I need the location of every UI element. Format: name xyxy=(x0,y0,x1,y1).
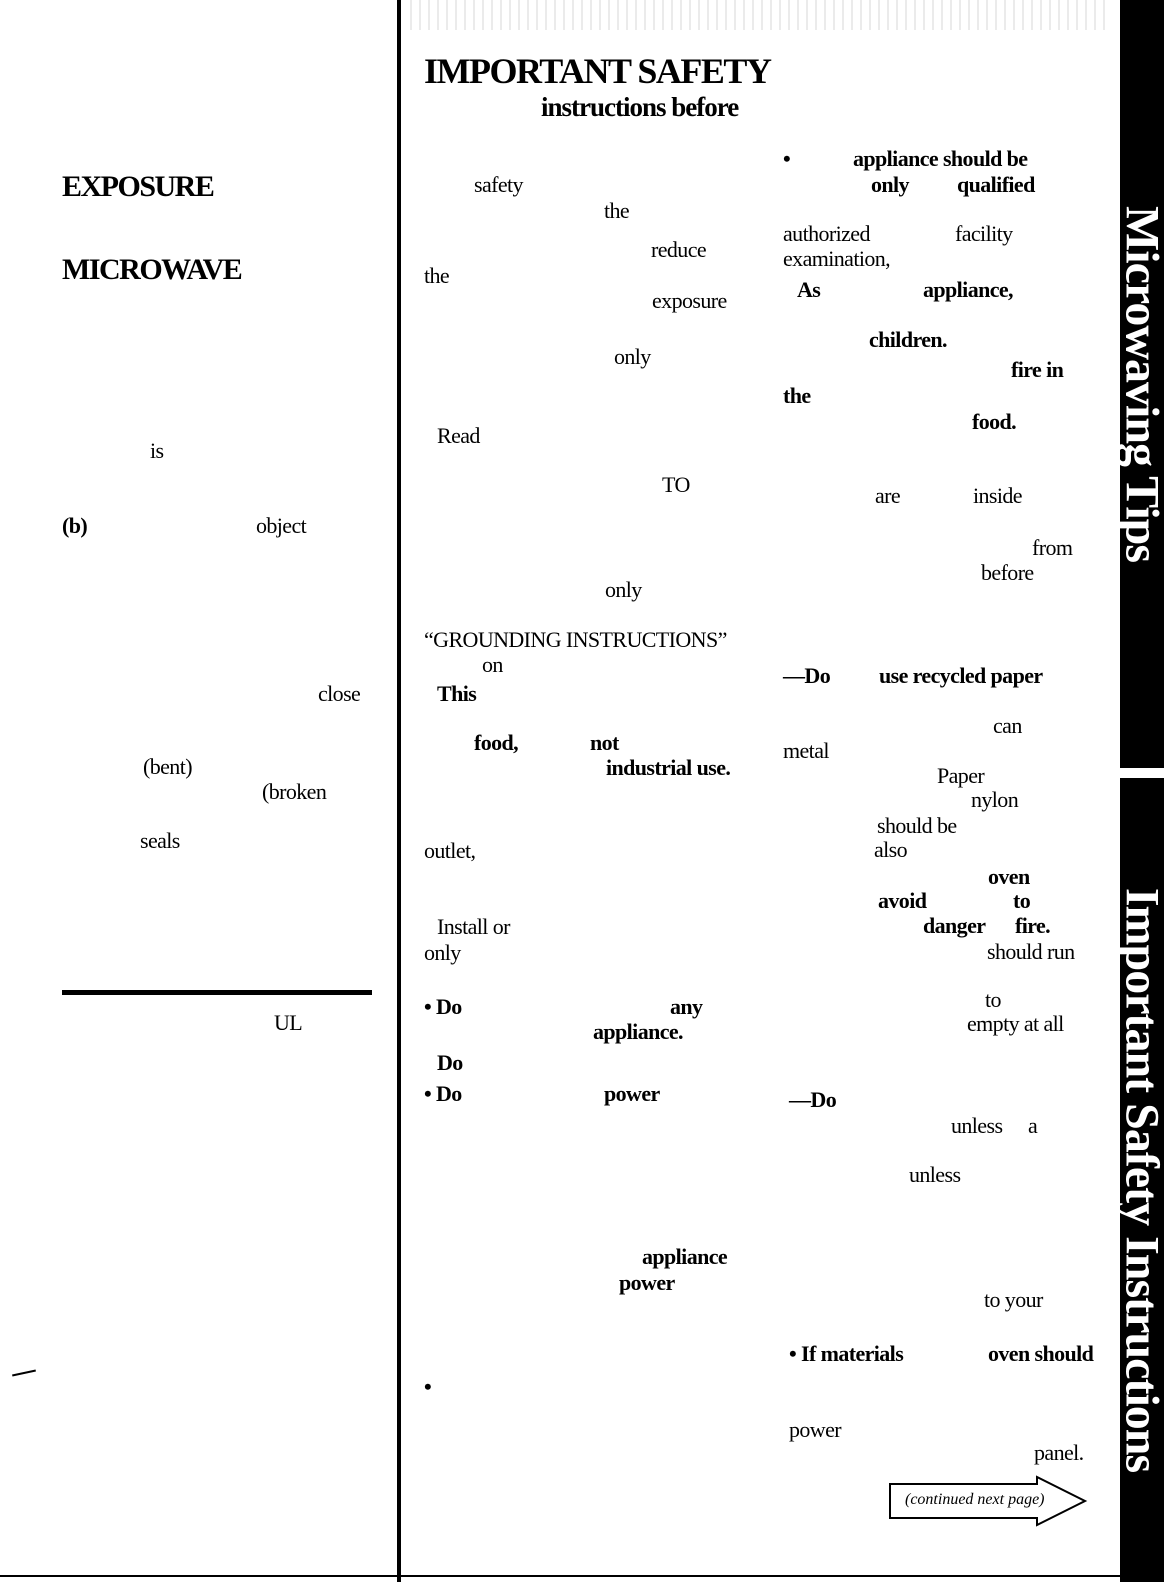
mid-word-power-2: power xyxy=(619,1270,675,1295)
right-word-metal: metal xyxy=(783,738,829,763)
mid-bullet: • xyxy=(424,1374,432,1399)
mid-word-any: any xyxy=(670,994,703,1019)
right-word-power: power xyxy=(789,1417,841,1442)
side-tab-label-2: Important Safety Instructions xyxy=(1115,887,1169,1473)
right-word-food: food. xyxy=(972,409,1017,434)
mid-word-power: power xyxy=(604,1081,660,1106)
mid-word-read: Read xyxy=(437,423,480,448)
mid-word-this: This xyxy=(437,681,477,706)
side-tab-microwaving-tips xyxy=(1115,0,1169,768)
mid-word-appliance-2: appliance xyxy=(642,1244,728,1269)
left-word-seals: seals xyxy=(140,828,180,853)
mid-word-the: the xyxy=(604,198,630,223)
mid-word-reduce: reduce xyxy=(651,237,707,262)
right-word-can: can xyxy=(993,713,1022,738)
mid-install-or: Install or xyxy=(437,914,510,939)
mid-grounding-instructions: “GROUNDING INSTRUCTIONS” xyxy=(424,627,727,652)
right-dash-do: —Do xyxy=(783,663,831,688)
right-bullet: • xyxy=(783,146,791,171)
mid-industrial-use: industrial use. xyxy=(606,755,731,780)
right-word-authorized: authorized xyxy=(783,221,870,246)
right-word-inside: inside xyxy=(973,483,1022,508)
mid-word-food: food, xyxy=(474,730,519,755)
right-word-only: only xyxy=(871,172,909,197)
left-heading-microwave: MICROWAVE xyxy=(62,253,242,286)
mid-word-only-2: only xyxy=(605,577,642,602)
right-word-unless-2: unless xyxy=(909,1162,961,1187)
left-word-b: (b) xyxy=(62,513,88,538)
right-word-danger: danger xyxy=(923,913,986,938)
right-word-qualified: qualified xyxy=(957,172,1035,197)
mid-word-on: on xyxy=(482,652,503,677)
side-tab-label: Microwaving Tips xyxy=(1115,205,1169,563)
mid-word-only-3: only xyxy=(424,940,461,965)
right-word-avoid: avoid xyxy=(878,888,927,913)
left-heading-exposure: EXPOSURE xyxy=(62,170,214,203)
left-word-close: close xyxy=(318,681,361,706)
right-word-as: As xyxy=(797,277,821,302)
continued-label: (continued next page) xyxy=(905,1491,1045,1508)
right-word-the: the xyxy=(783,383,811,408)
right-word-children: children. xyxy=(869,327,947,352)
right-word-panel: panel. xyxy=(1034,1440,1084,1465)
bottom-rule xyxy=(0,1575,1164,1577)
right-word-also: also xyxy=(874,837,908,862)
left-horizontal-rule xyxy=(62,990,372,995)
continued-next-page-arrow xyxy=(887,1476,1092,1526)
right-to-your: to your xyxy=(984,1287,1043,1312)
right-word-nylon: nylon xyxy=(971,787,1019,812)
right-should-be: should be xyxy=(877,813,957,838)
right-word-before: before xyxy=(981,560,1034,585)
page-title: IMPORTANT SAFETY xyxy=(424,51,771,91)
right-appliance-should-be: appliance should be xyxy=(853,146,1028,171)
scan-mark xyxy=(12,1370,36,1377)
right-should-run: should run xyxy=(987,939,1075,964)
right-word-appliance: appliance, xyxy=(923,277,1013,302)
mid-word-do: Do xyxy=(437,1050,463,1075)
mid-bullet-do-2: • Do xyxy=(424,1081,462,1106)
right-word-fire: fire. xyxy=(1015,913,1051,938)
right-word-to-2: to xyxy=(985,987,1001,1012)
mid-word-the-2: the xyxy=(424,263,450,288)
scan-noise xyxy=(410,0,1110,30)
right-word-examination: examination, xyxy=(783,246,891,271)
right-word-oven: oven xyxy=(988,864,1030,889)
right-use-recycled-paper: use recycled paper xyxy=(879,663,1043,688)
right-word-unless: unless xyxy=(951,1113,1003,1138)
left-word-broken: (broken xyxy=(262,779,327,804)
left-word-bent: (bent) xyxy=(143,754,192,779)
left-word-is: is xyxy=(150,438,164,463)
right-dash-do-2: —Do xyxy=(789,1087,837,1112)
page-subtitle: instructions before xyxy=(541,92,739,122)
right-word-a: a xyxy=(1028,1113,1038,1138)
mid-word-only: only xyxy=(614,344,651,369)
left-word-object: object xyxy=(256,513,307,538)
mid-word-not: not xyxy=(590,730,619,755)
mid-word-safety: safety xyxy=(474,172,523,197)
right-word-are: are xyxy=(875,483,901,508)
mid-word-to: TO xyxy=(662,472,690,497)
mid-word-exposure: exposure xyxy=(652,288,727,313)
right-fire-in: fire in xyxy=(1011,357,1064,382)
side-tab-important-safety xyxy=(1115,778,1169,1582)
right-oven-should: oven should xyxy=(988,1341,1094,1366)
left-word-ul: UL xyxy=(274,1010,303,1035)
right-word-from: from xyxy=(1032,535,1073,560)
mid-bullet-do: • Do xyxy=(424,994,462,1019)
column-divider xyxy=(397,0,401,1582)
mid-word-appliance: appliance. xyxy=(593,1019,683,1044)
right-if-materials: • If materials xyxy=(789,1341,904,1366)
right-word-facility: facility xyxy=(955,221,1013,246)
right-empty-at-all: empty at all xyxy=(967,1011,1064,1036)
right-word-paper: Paper xyxy=(937,763,985,788)
right-word-to: to xyxy=(1013,888,1031,913)
mid-word-outlet: outlet, xyxy=(424,838,476,863)
